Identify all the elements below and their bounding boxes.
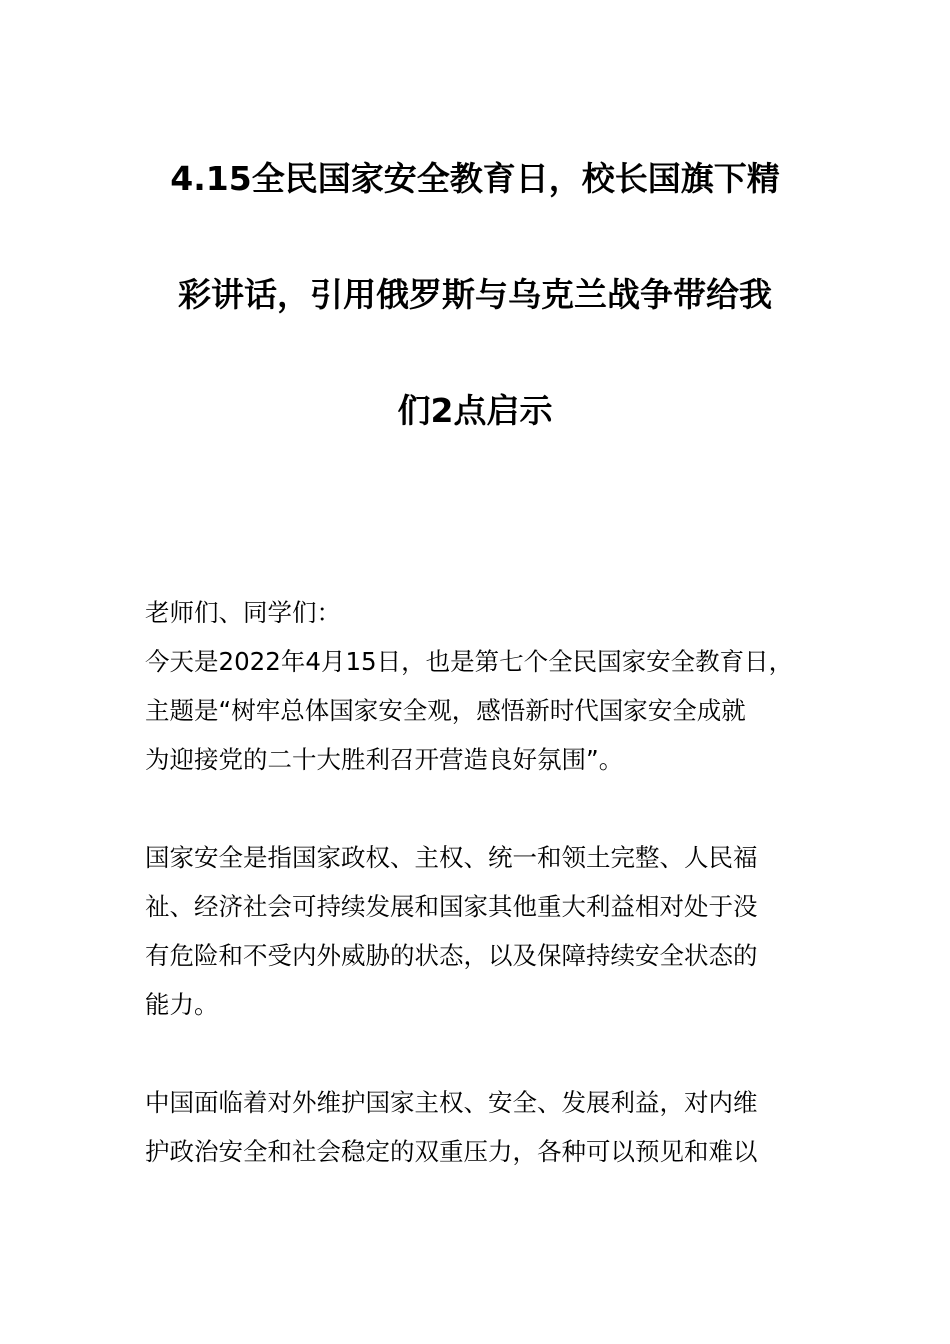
title-line-2: 彩讲话，引用俄罗斯与乌克兰战争带给我: [178, 275, 772, 314]
paragraph-line: 祉、经济社会可持续发展和国家其他重大利益相对处于没: [145, 892, 758, 921]
paragraph-pressure: [145, 1078, 835, 1176]
title-line-3: 们2点启示: [397, 391, 553, 430]
paragraph-line: 能力。: [145, 990, 219, 1019]
document-title: [145, 150, 805, 498]
document-body: [145, 588, 835, 1225]
paragraph-line: 为迎接党的二十大胜利召开营造良好氛围”。: [145, 745, 624, 774]
paragraph-greeting: [145, 588, 835, 784]
paragraph-line: 主题是“树牢总体国家安全观，感悟新时代国家安全成就: [145, 696, 746, 725]
paragraph-line: 老师们、同学们：: [145, 598, 341, 627]
paragraph-line: 今天是2022年4月15日，也是第七个全民国家安全教育日，: [145, 647, 794, 676]
paragraph-line: 国家安全是指国家政权、主权、统一和领土完整、人民福: [145, 843, 758, 872]
paragraph-definition: [145, 833, 835, 1029]
paragraph-line: 有危险和不受内外威胁的状态，以及保障持续安全状态的: [145, 941, 758, 970]
title-line-1: 4.15全民国家安全教育日，校长国旗下精: [170, 159, 780, 198]
paragraph-line: 中国面临着对外维护国家主权、安全、发展利益，对内维: [145, 1088, 758, 1117]
paragraph-line: 护政治安全和社会稳定的双重压力，各种可以预见和难以: [145, 1137, 758, 1166]
